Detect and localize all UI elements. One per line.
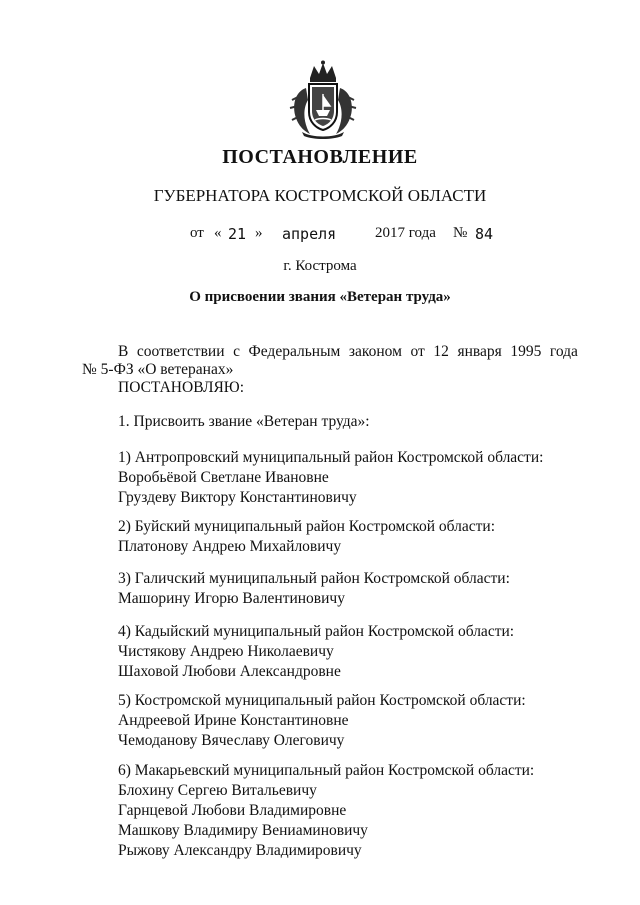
district-section — [118, 517, 495, 557]
document-issuer: ГУБЕРНАТОРА КОСТРОМСКОЙ ОБЛАСТИ — [153, 186, 487, 205]
document-subject: О присвоении звания «Ветеран труда» — [189, 289, 451, 305]
preamble-word: 12 — [433, 343, 449, 360]
awardee-name: Воробьёвой Светлане Ивановне — [118, 469, 329, 486]
district-heading: 6) Макарьевский муниципальный район Костромской области: — [118, 762, 535, 779]
awardee-name: Машкову Владимиру Вениаминовичу — [118, 822, 368, 839]
date-open-quote: « — [214, 225, 222, 241]
district-section — [118, 622, 514, 682]
date-from: от — [190, 225, 204, 241]
preamble-line-1 — [118, 343, 578, 361]
clause-1: 1. Присвоить звание «Ветеран труда»: — [118, 413, 370, 430]
preamble-word: от — [410, 343, 425, 360]
district-section — [118, 691, 526, 751]
awardee-name: Гарнцевой Любови Владимировне — [118, 802, 347, 819]
preamble-word: Федеральным — [248, 343, 341, 360]
district-section — [118, 761, 534, 861]
date-year: 2017 года — [375, 225, 436, 241]
preamble-word: с — [233, 343, 240, 360]
preamble-word: соответствии — [136, 343, 225, 360]
district-heading: 5) Костромской муниципальный район Костромской области: — [118, 692, 526, 709]
number-sign: № — [453, 225, 468, 241]
district-section — [118, 448, 543, 508]
awardee-name: Рыжову Александру Владимировичу — [118, 842, 362, 859]
preamble-word: января — [457, 343, 502, 360]
preamble-word: года — [549, 343, 578, 360]
document-title: ПОСТАНОВЛЕНИЕ — [222, 146, 418, 168]
preamble-word: В — [118, 343, 129, 360]
preamble-word: 1995 — [510, 343, 542, 360]
awardee-name: Блохину Сергею Витальевичу — [118, 782, 317, 799]
awardee-name: Чемоданову Вячеславу Олеговичу — [118, 732, 345, 749]
preamble-word: законом — [348, 343, 402, 360]
coat-of-arms-emblem — [288, 60, 358, 140]
date-day: 21 — [228, 225, 247, 243]
awardee-name: Шаховой Любови Александровне — [118, 663, 341, 680]
district-heading: 3) Галичский муниципальный район Костромской области: — [118, 570, 510, 587]
decree-word: ПОСТАНОВЛЯЮ: — [118, 379, 245, 396]
date-close-quote: » — [255, 225, 263, 241]
awardee-name: Машорину Игорю Валентиновичу — [118, 590, 345, 607]
awardee-name: Платонову Андрею Михайловичу — [118, 538, 342, 555]
date-month: апреля — [282, 225, 337, 243]
district-heading: 4) Кадыйский муниципальный район Костромской области: — [118, 623, 515, 640]
awardee-name: Андреевой Ирине Константиновне — [118, 712, 349, 729]
awardee-name: Чистякову Андрею Николаевичу — [118, 643, 334, 660]
district-heading: 1) Антропровский муниципальный район Костромской области: — [118, 449, 544, 466]
awardee-name: Груздеву Виктору Константиновичу — [118, 489, 357, 506]
preamble-line-2: № 5-ФЗ «О ветеранах» — [82, 361, 234, 378]
district-section — [118, 569, 510, 609]
district-heading: 2) Буйский муниципальный район Костромской области: — [118, 518, 496, 535]
document-city: г. Кострома — [283, 258, 357, 274]
document-number: 84 — [475, 225, 494, 243]
